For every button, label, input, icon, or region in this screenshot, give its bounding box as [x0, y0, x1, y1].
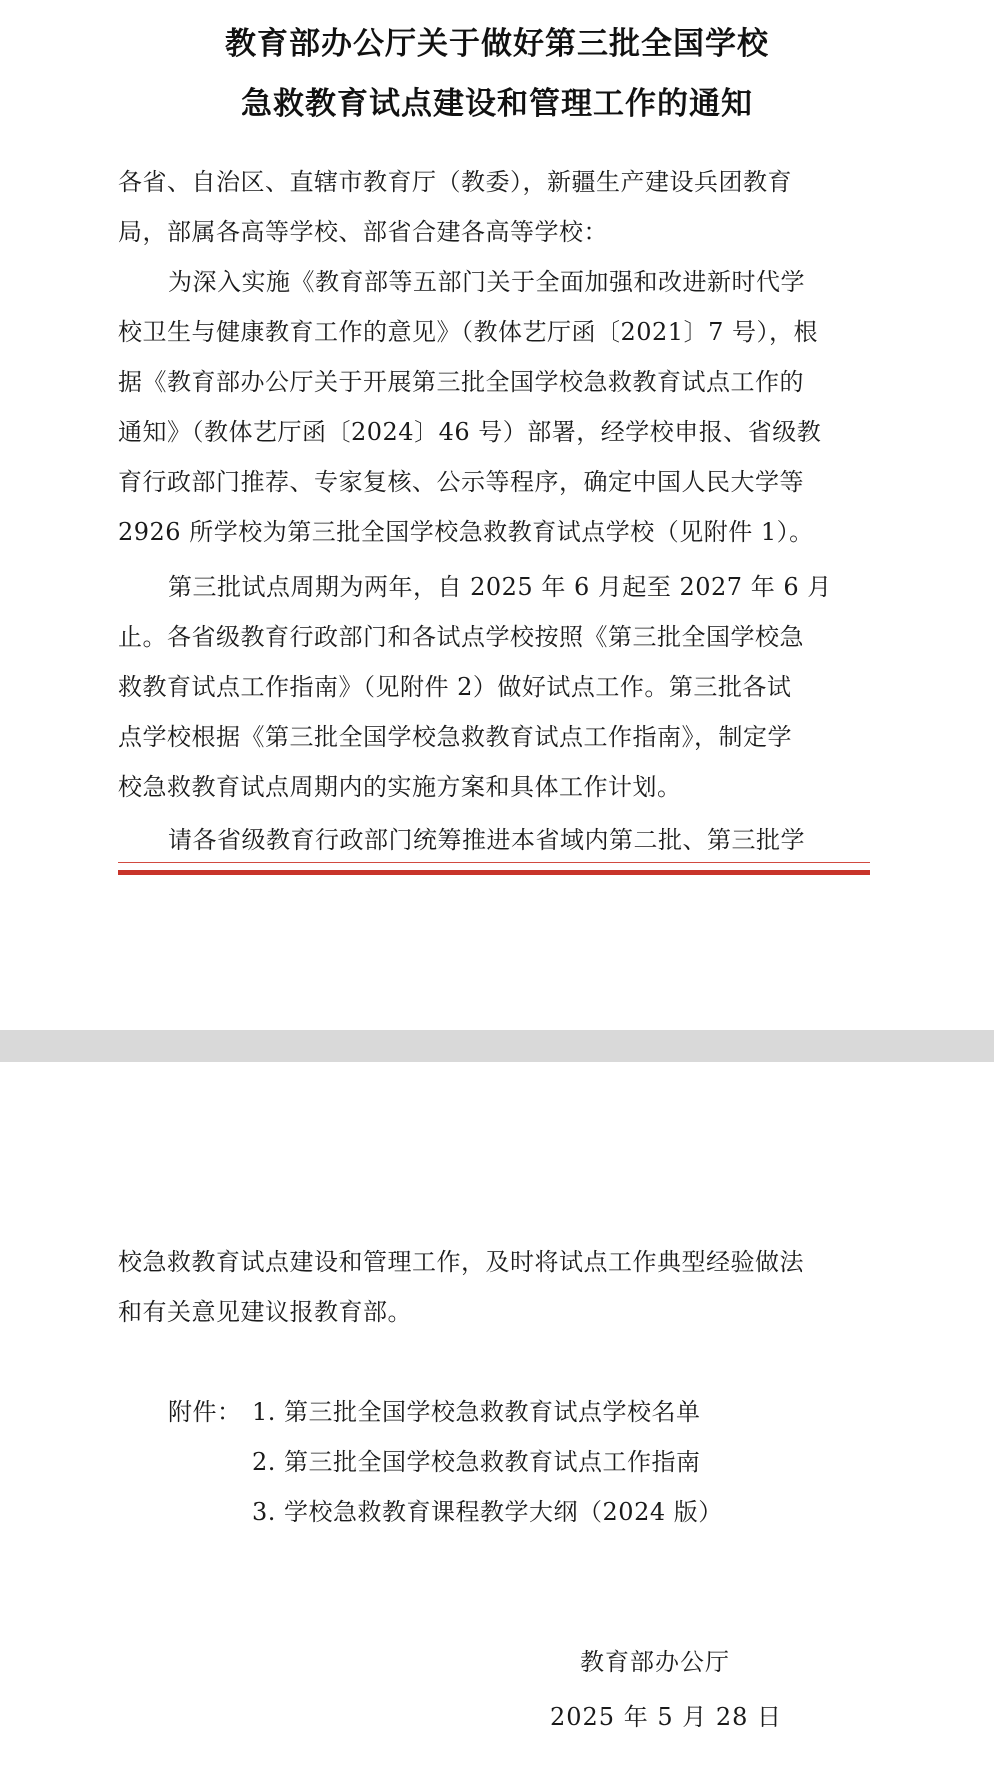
page-separator	[0, 1030, 994, 1062]
paragraph1-line-4: 通知》（教体艺厅函〔2024〕46 号）部署，经学校申报、省级教	[118, 418, 822, 446]
paragraph1-line-5: 育行政部门推荐、专家复核、公示等程序，确定中国人民大学等	[118, 468, 804, 496]
attachment-item-1: 1. 第三批全国学校急救教育试点学校名单	[252, 1398, 701, 1426]
paragraph2-line-5: 校急救教育试点周期内的实施方案和具体工作计划。	[118, 773, 682, 801]
paragraph3-line-1: 请各省级教育行政部门统筹推进本省域内第二批、第三批学	[168, 826, 805, 854]
paragraph1-line-1: 为深入实施《教育部等五部门关于全面加强和改进新时代学	[168, 268, 805, 296]
paragraph1-line-3: 据《教育部办公厅关于开展第三批全国学校急救教育试点工作的	[118, 368, 804, 396]
addressee-line-1: 各省、自治区、直辖市教育厅（教委），新疆生产建设兵团教育	[118, 168, 792, 196]
paragraph1-line-2: 校卫生与健康教育工作的意见》（教体艺厅函〔2021〕7 号），根	[118, 318, 818, 346]
addressee-line-2: 局，部属各高等学校、部省合建各高等学校：	[118, 218, 608, 246]
paragraph2-line-3: 救教育试点工作指南》（见附件 2）做好试点工作。第三批各试	[118, 673, 792, 701]
paragraph2-line-4: 点学校根据《第三批全国学校急救教育试点工作指南》，制定学	[118, 723, 792, 751]
attachment-item-3: 3. 学校急救教育课程教学大纲（2024 版）	[252, 1498, 723, 1526]
red-rule-thin	[118, 862, 870, 863]
paragraph3-line-3: 和有关意见建议报教育部。	[118, 1298, 412, 1326]
attachments-label: 附件：	[168, 1398, 242, 1426]
document-page-2	[0, 1062, 994, 1776]
paragraph3-line-2: 校急救教育试点建设和管理工作，及时将试点工作典型经验做法	[118, 1248, 804, 1276]
paragraph2-line-2: 止。各省级教育行政部门和各试点学校按照《第三批全国学校急	[118, 623, 804, 651]
issue-date: 2025 年 5 月 28 日	[550, 1703, 783, 1731]
paragraph1-line-6: 2926 所学校为第三批全国学校急救教育试点学校（见附件 1）。	[118, 518, 814, 546]
paragraph2-line-1: 第三批试点周期为两年，自 2025 年 6 月起至 2027 年 6 月	[168, 573, 832, 601]
red-rule-thick	[118, 870, 870, 875]
document-title-line-1: 教育部办公厅关于做好第三批全国学校	[225, 26, 769, 62]
issuer-name: 教育部办公厅	[580, 1648, 730, 1676]
document-title-line-2: 急救教育试点建设和管理工作的通知	[241, 86, 753, 122]
attachment-item-2: 2. 第三批全国学校急救教育试点工作指南	[252, 1448, 701, 1476]
